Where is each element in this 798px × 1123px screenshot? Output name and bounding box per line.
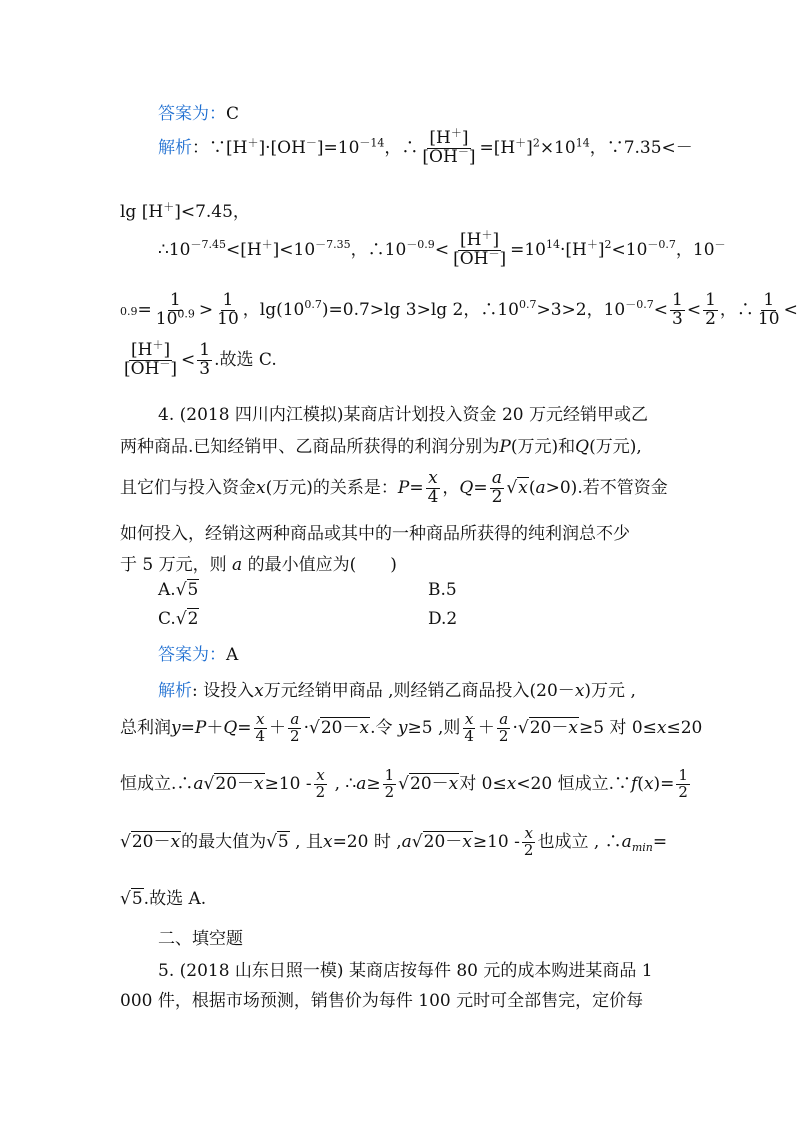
q4-line4: 如何投入，经销这两种商品或其中的一种商品所获得的纯利润总不少 [120,524,630,544]
q3-analysis-line2: lg [H＋]<7.45， [120,200,250,222]
q3-analysis-line3: $\therefore 10^{-7.45}<[H^+]<10^{-7.35}$，$\therefore 10^{-0.9}<$ $\frac{[H^+]}{[OH^-]}$ $=10^{14}\cdot[H^+]^2<10^{-0.7}$，10－ [158,228,726,269]
option-c: C.√2 [158,609,199,629]
q4-line3: 且它们与投入资金x(万元)的关系是：P= $\frac{x}{4}$ ，Q= $\frac{a}{2}$ √x(a>0).若不管资金 [120,468,668,507]
q4-analysis-line5: √5.故选 A. [120,889,207,909]
fraction-h-oh: $\frac{[H^+]}{[OH^-]}$ [422,126,476,167]
q4-line1: 4. (2018 四川内江模拟)某商店计划投入资金 20 万元经销甲或乙 [158,405,648,425]
q3-answer [158,99,239,124]
analysis-label: 解析 [158,681,192,701]
q4-line5: 于 5 万元，则 a 的最小值应为( ) [120,555,397,575]
analysis-label: 解析 [158,137,192,158]
q4-analysis-line4: √20－x的最大值为√5 , 且x=20 时 ,a√20－x≥10 - $\frac{x}{2}$ 也成立 , $\therefore a_{min}=$ [120,824,668,859]
q3-analysis-line1: 解析：$\because[H^+]\cdot[OH^-]=10^{-14}$，∴ $\frac{[H^+]}{[OH^-]}$ $=[H^+]^2\times 10^{14}$，∵7.35<－ [158,126,693,167]
q4-analysis-line2: 总利润y=P＋Q= $\frac{x}{4}$ ＋ $\frac{a}{2}$ ·√20－x.令 y≥5 ,则 $\frac{x}{4}$ ＋ $\frac{a}{2}$ ·√20－x≥5 对 0≤x≤20 [120,710,703,745]
option-b: B.5 [428,580,457,600]
section-title: 二、填空题 [158,929,243,949]
option-a: A.√5 [158,580,199,600]
answer-label: 答案为： [158,645,226,665]
q4-analysis-line3: 恒成立.∴a√20－x≥10 - $\frac{x}{2}$ , ∴a≥ $\frac{1}{2}$ √20－x对 0≤x<20 恒成立.∵f(x)= $\frac{1}{2}$ [120,766,688,801]
q4-answer: 答案为：A [158,645,239,665]
answer-label: 答案为： [158,104,226,124]
q4-analysis-line1: 解析: 设投入x万元经销甲商品 ,则经销乙商品投入(20－x)万元 , [158,681,636,701]
option-d: D.2 [428,609,458,629]
q4-line2: 两种商品.已知经销甲、乙商品所获得的利润分别为P(万元)和Q(万元), [120,437,642,457]
q5-line2: 000 件，根据市场预测，销售价为每件 100 元时可全部售完，定价每 [120,991,644,1011]
q5-line1: 5. (2018 山东日照一模) 某商店按每件 80 元的成本购进某商品 1 [158,961,653,981]
q3-analysis-line4: 0.9= $\frac{1}{10^{0.9}}$ > $\frac{1}{10}$ ，$\lg(10^{0.7})=0.7>\lg$ 3>lg 2，$\therefore 10^{0.7}>3>2$，$10^{-0.7}<$ $\frac{1}{3}$ < $\frac{1}{2}$ ，∴ $\frac{1}{10}$ < [120,290,798,329]
answer-value: C [226,104,240,124]
q3-analysis-line5: $\frac{[H^+]}{[OH^-]}$ < $\frac{1}{3}$ .故选 C. [124,338,277,379]
